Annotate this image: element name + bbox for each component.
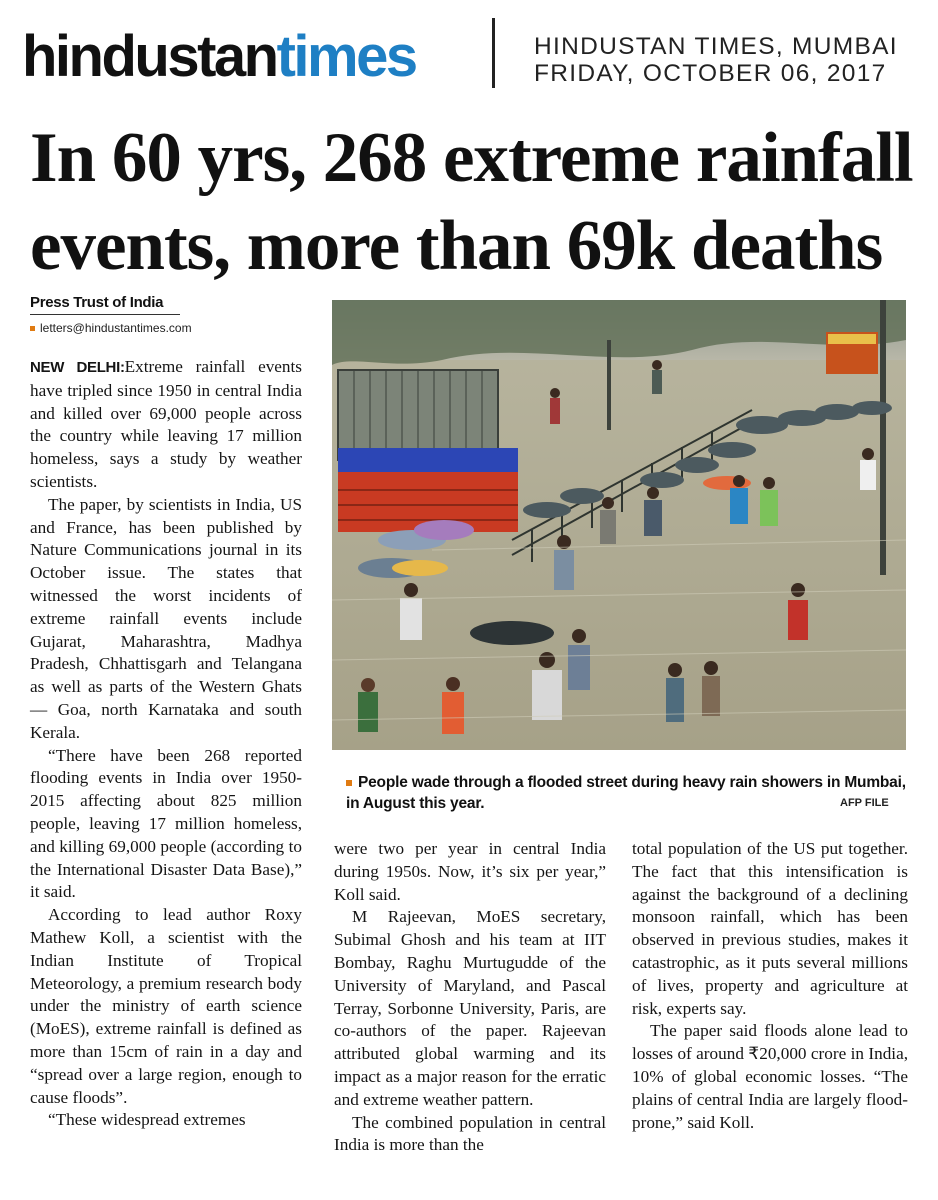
- paragraph: The paper said floods alone lead to losses of around ₹20,000 crore in India, 10% of global economic losses. “The plains of central India are largely flood-prone,” said Koll.: [632, 1021, 908, 1132]
- flood-photo-image: [332, 300, 906, 750]
- article-column-1: [30, 356, 302, 1132]
- newspaper-logo: [22, 22, 416, 92]
- caption-text: People wade through a flooded street during heavy rain showers in Mumbai, in August this year.: [346, 774, 906, 812]
- masthead-divider: [492, 18, 495, 88]
- dateline: NEW DELHI:: [30, 359, 125, 376]
- paragraph: M Rajeevan, MoES secretary, Subimal Ghosh and his team at IIT Bombay, Raghu Murtugudde of the University of Maryland, and Pascal Terray, Sorbonne University, Paris, are co-authors of the paper. Rajeevan attributed global warming and its impact as a major reason for the erratic and extreme weather pattern.: [334, 907, 606, 1109]
- paragraph: [30, 356, 302, 494]
- article-column-2: [334, 838, 606, 1157]
- bullet-square-icon: [30, 326, 35, 331]
- edition-line-1: HINDUSTAN TIMES, MUMBAI: [534, 33, 898, 60]
- byline-rule: [30, 314, 180, 315]
- article-column-3: [632, 838, 908, 1134]
- photo-caption: [346, 772, 906, 814]
- email-line: [30, 321, 192, 335]
- edition-line-2: FRIDAY, OCTOBER 06, 2017: [534, 60, 887, 87]
- flood-photo: [332, 300, 906, 750]
- paragraph-text: Extreme rainfall events have tripled since 1950 in central India and killed over 69,000 people across the country while leaving 17 million homeless, says a study by weather scientists.: [30, 357, 302, 491]
- headline: In 60 yrs, 268 extreme rainfall events, more than 69k deaths: [30, 119, 913, 285]
- paragraph: “These widespread extremes: [48, 1110, 246, 1130]
- masthead: [0, 0, 938, 110]
- photo-credit: AFP FILE: [840, 797, 889, 809]
- logo-part-1: hindustan: [22, 24, 277, 89]
- paragraph: total population of the US put together. The fact that this intensification is against the background of a declining monsoon rainfall, which has been observed in previous studies, makes it catastrophic, as it puts several millions of lives, property and agriculture at risk, experts say.: [632, 839, 908, 1018]
- paragraph: “There have been 268 reported flooding events in India over 1950-2015 affecting about 825 million people, leaving 17 million homeless, and killing 69,000 people (according to the International Disaster Data Base),” it said.: [30, 745, 302, 902]
- paragraph: The combined population in central India is more than the: [334, 1112, 606, 1155]
- paragraph: were two per year in central India during 1950s. Now, it’s six per year,” Koll said.: [334, 839, 606, 904]
- email-address[interactable]: letters@hindustantimes.com: [40, 321, 192, 335]
- paragraph: The paper, by scientists in India, US and France, has been published by Nature Communications journal in its October issue. The states that witnessed the worst incidents of extreme rainfall events include Gujarat, Maharashtra, Madhya Pradesh, Chhattisgarh and Telangana as well as parts of the Western Ghats — Goa, north Karnataka and south Kerala.: [30, 494, 302, 742]
- caption-bullet-icon: [346, 780, 352, 786]
- byline: Press Trust of India: [30, 294, 164, 311]
- paragraph: According to lead author Roxy Mathew Koll, a scientist with the Indian Institute of Tropical Meteorology, a premium research body under the ministry of earth science (MoES), extreme rainfall is defined as more than 15cm of rain in a day and “spread over a large region, enough to cause floods”.: [30, 905, 302, 1107]
- edition-info: [534, 33, 898, 87]
- logo-part-2: times: [276, 24, 416, 89]
